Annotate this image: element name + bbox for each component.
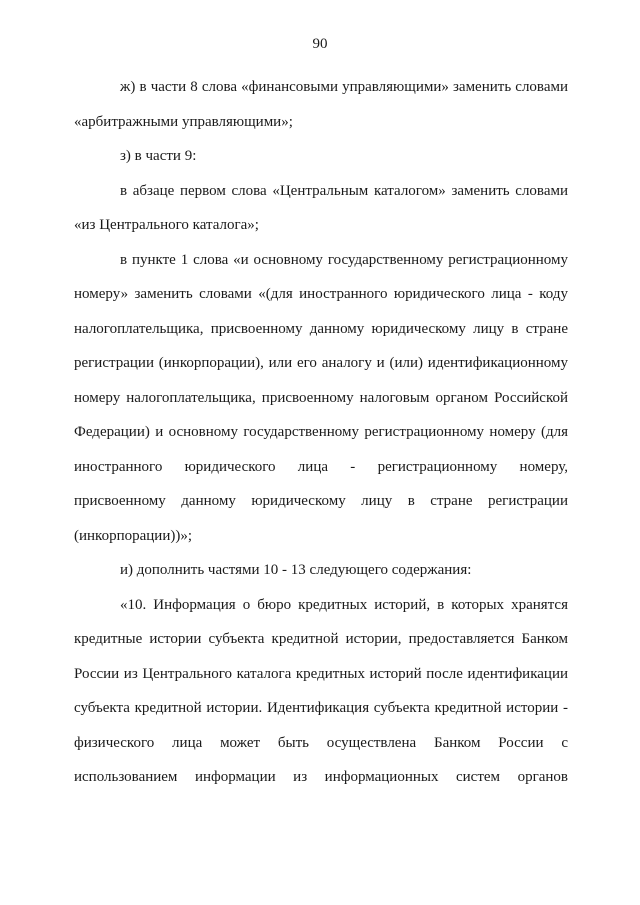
paragraph-z: з) в части 9: [120,148,197,164]
paragraph-zh: ж) в части 8 слова «финансовыми управляющими» заменить словами «арбитражными управляющими»; [74,79,568,130]
document-body [74,70,568,795]
page-number: 90 [312,36,328,52]
paragraph-i: и) дополнить частями 10 - 13 следующего содержания: [120,562,472,578]
paragraph-punkt-1: в пункте 1 слова «и основному государственному регистрационному номеру» заменить словами «(для иностранного юридического лица - коду налогоплательщика, присвоенному данному юридическому лицу в стране регистрации (инкорпорации), или его аналогу и (или) идентификационному номеру налогоплательщика, присвоенному налоговым органом Российской Федерации) и основному государственному регистрационному номеру (для иностранного юридического лица - регистрационному номеру, присвоенному данному юридическому лицу в стране регистрации (инкорпорации))»; [74,251,568,544]
paragraph-abzac-pervyi: в абзаце первом слова «Центральным каталогом» заменить словами «из Центрального каталога»; [74,182,568,233]
paragraph-chast-10: «10. Информация о бюро кредитных историй, в которых хранятся кредитные истории субъекта кредитной истории, предоставляется Банком России из Центрального каталога кредитных историй после идентификации субъекта кредитной истории. Идентификация субъекта кредитной истории - физического лица может быть осуществлена Банком России с использованием информации из информационных систем органов [74,596,568,785]
